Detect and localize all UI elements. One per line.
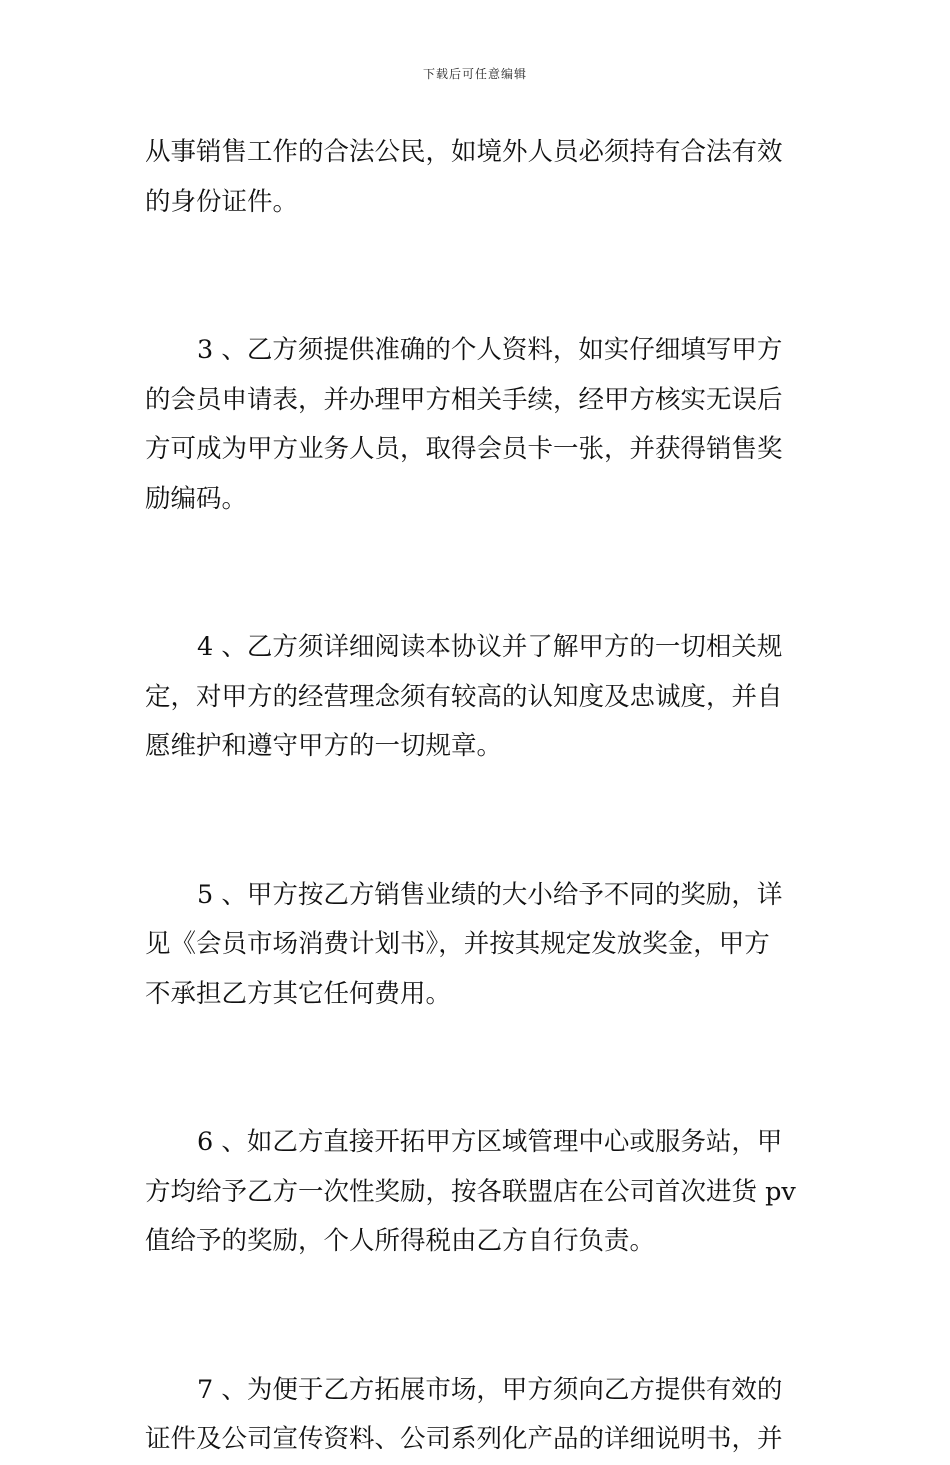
paragraph-5 xyxy=(145,871,810,1020)
text-line: 不承担乙方其它任何费用。 xyxy=(145,978,452,1009)
header-note: 下载后可任意编辑 xyxy=(422,67,527,81)
paragraph-gap xyxy=(145,524,810,623)
paragraph-7 xyxy=(145,1366,810,1465)
text-line: 值给予的奖励，个人所得税由乙方自行负责。 xyxy=(145,1226,656,1256)
text-line: 6 、如乙方直接开拓甲方区域管理中心或服务站，甲 xyxy=(197,1127,783,1157)
paragraph-gap xyxy=(145,1267,810,1366)
text-line: 愿维护和遵守甲方的一切规章。 xyxy=(145,731,503,761)
text-line: 定，对甲方的经营理念须有较高的认知度及忠诚度，并自 xyxy=(145,681,783,712)
text-line: 7 、为便于乙方拓展市场，甲方须向乙方提供有效的 xyxy=(197,1374,783,1405)
text-line: 励编码。 xyxy=(145,483,248,514)
paragraph-gap xyxy=(145,772,810,871)
text-line: 从事销售工作的合法公民，如境外人员必须持有合法有效 xyxy=(145,137,783,167)
paragraph-3 xyxy=(145,326,810,524)
text-line: 的会员申请表，并办理甲方相关手续，经甲方核实无误后 xyxy=(145,384,783,415)
text-line: 的身份证件。 xyxy=(145,186,299,217)
paragraph-6 xyxy=(145,1118,810,1267)
paragraph-4 xyxy=(145,623,810,772)
text-line: 方可成为甲方业务人员，取得会员卡一张，并获得销售奖 xyxy=(145,434,783,464)
text-line: 证件及公司宣传资料、公司系列化产品的详细说明书，并 xyxy=(145,1424,783,1454)
text-line: 4 、乙方须详细阅读本协议并了解甲方的一切相关规 xyxy=(197,632,783,662)
paragraph-gap xyxy=(145,227,810,326)
text-line: 3 、乙方须提供准确的个人资料，如实仔细填写甲方 xyxy=(197,335,783,365)
paragraph-1 xyxy=(145,128,810,227)
text-line: 5 、甲方按乙方销售业绩的大小给予不同的奖励，详 xyxy=(197,879,783,910)
paragraph-gap xyxy=(145,1019,810,1118)
text-line: 方均给予乙方一次性奖励，按各联盟店在公司首次进货 pv xyxy=(145,1176,796,1207)
text-line: 见《会员市场消费计划书》，并按其规定发放奖金，甲方 xyxy=(145,929,770,959)
document-body xyxy=(145,128,810,1465)
